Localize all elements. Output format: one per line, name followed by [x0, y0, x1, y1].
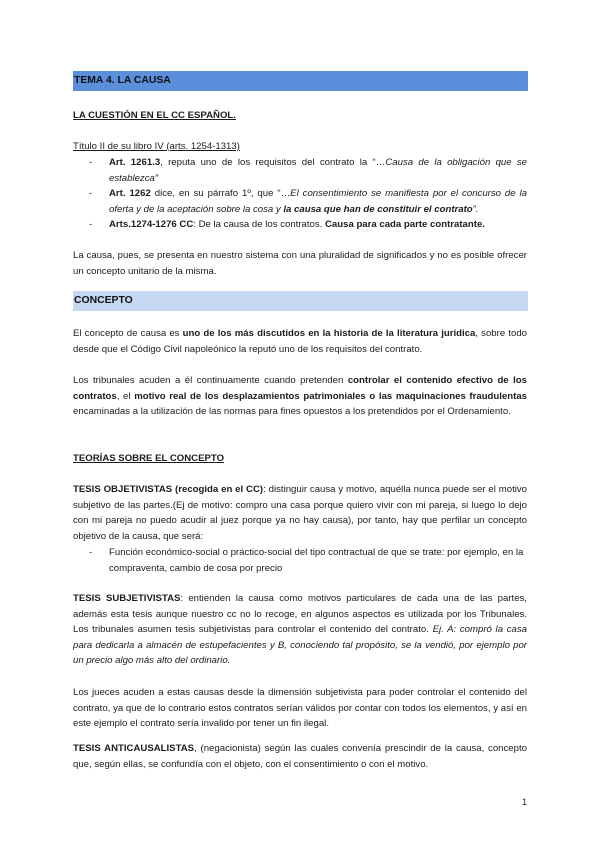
bullet3-bold: Causa para cada parte contratante. [324, 219, 485, 230]
text-run-italic: Ej. A: compró la casa para dedicarla a almacén de estupefacientes y B, conociendo tal propósito, se la vendió, por ejemplo por un precio algo más alto del ordinario. [73, 624, 527, 666]
tesis-anticausalistas-para [73, 741, 527, 772]
bullet2-quote-bold: la causa que han de constituir el contrato [283, 203, 473, 215]
bullet2-art: Art. 1262 [109, 188, 151, 199]
dash: - [89, 157, 93, 168]
text-run: El concepto de causa es [73, 328, 183, 339]
tesis-objetivistas-para [73, 482, 527, 544]
text-run-bold: uno de los más discutidos en la historia de la literatura jurídica [182, 328, 476, 339]
tema-title: TEMA 4. LA CAUSA [74, 75, 171, 86]
concepto-heading: CONCEPTO [74, 295, 133, 306]
concepto-para-2 [73, 373, 527, 420]
dash: - [89, 188, 93, 199]
bullet-funcion-text: Función económico-social o práctico-social del tipo contractual de que se trate: por ejemplo, en la compraventa, cambio de cosa por precio [109, 547, 524, 574]
bullet1-quote: Causa de la obligación que se establezca” [109, 157, 527, 184]
dash: - [89, 219, 93, 230]
tesis-label: TESIS SUBJETIVISTAS [73, 593, 181, 604]
text-run: : distinguir causa y motivo, aquélla nunca puede ser el motivo subjetivo de las partes.(Ej de motivo: compro una casa porque quiero vivir con mi pareja, si luego lo dejo con mi pareja no puedo acudir al juez porque ya no hay causa), por tanto, hay que perfilar un concepto objetivo de la causa, que será: [73, 484, 528, 542]
concepto-para-1 [73, 326, 527, 357]
tesis-subjetivistas-para [73, 591, 527, 669]
tesis-label: TESIS OBJETIVISTAS (recogida en el CC) [73, 484, 264, 495]
bullet3-text: : De la causa de los contratos. [193, 219, 325, 230]
bullet2-quote: El consentimiento se manifiesta por el concurso de la oferta y de la aceptación sobre la cosa y [109, 188, 528, 215]
dash: - [89, 547, 93, 558]
bullet3-art: Arts.1274-1276 CC [109, 219, 194, 230]
text-run: , (negacionista) según las cuales convenía prescindir de la causa, concepto que, según ellas, se confundía con el objeto, con el consentimiento o con el motivo. [73, 743, 527, 770]
text-run: : entienden la causa como motivos particulares de cada una de las partes, además esta tesis aunque nuestro cc no lo recoge, en algunos aspectos es utilizada por los Tribunales. Los tribunales asumen tesis subjetivistas para controlar el contenido del contrato. [73, 593, 528, 635]
text-run: , el [116, 390, 135, 402]
concepto-band [73, 291, 528, 311]
para-causa: La causa, pues, se presenta en nuestro sistema con una pluralidad de significados y no es posible ofrecer un concepto unitario de la misma. [73, 250, 527, 277]
text-run: encaminadas a la utilización de las normas para fines opuestos a los pretendidos por el Ordenamiento. [73, 406, 511, 417]
bullet1-art: Art. 1261.3 [109, 157, 161, 168]
teorias-heading: TEORÍAS SOBRE EL CONCEPTO [73, 453, 225, 464]
text-run-bold: controlar el contenido efectivo de los contratos [73, 375, 527, 402]
tema-title-band [73, 71, 528, 91]
bullet1-text: , reputa uno de los requisitos del contrato la “… [160, 157, 386, 168]
text-run: Los tribunales acuden a él continuamente cuando pretenden [73, 375, 348, 386]
titulo-line: Título II de su libro IV (arts. 1254-1313) [73, 141, 240, 152]
jueces-para: Los jueces acuden a estas causas desde la dimensión subjetivista para poder controlar el contenido del contrato, ya que de lo contrario estos contratos serían válidos por contar con todos los elementos, y así en este ejemplo el contrato sería invalido por tener un fin ilegal. [73, 687, 527, 729]
page-number: 1 [521, 796, 527, 807]
text-run: , sobre todo desde que el Código Civil napoleónico la reputó uno de los requisitos del contrato. [73, 328, 528, 355]
bullet2-text: dice, en su párrafo 1º, que “… [150, 188, 291, 199]
bullet2-end: ”. [472, 203, 479, 215]
cuestion-heading: LA CUESTIÓN EN EL CC ESPAÑOL. [73, 110, 236, 121]
tesis-label: TESIS ANTICAUSALISTAS [73, 743, 195, 754]
text-run-bold: motivo real de los desplazamientos patrimoniales o las maquinaciones fraudulentas [134, 390, 528, 402]
